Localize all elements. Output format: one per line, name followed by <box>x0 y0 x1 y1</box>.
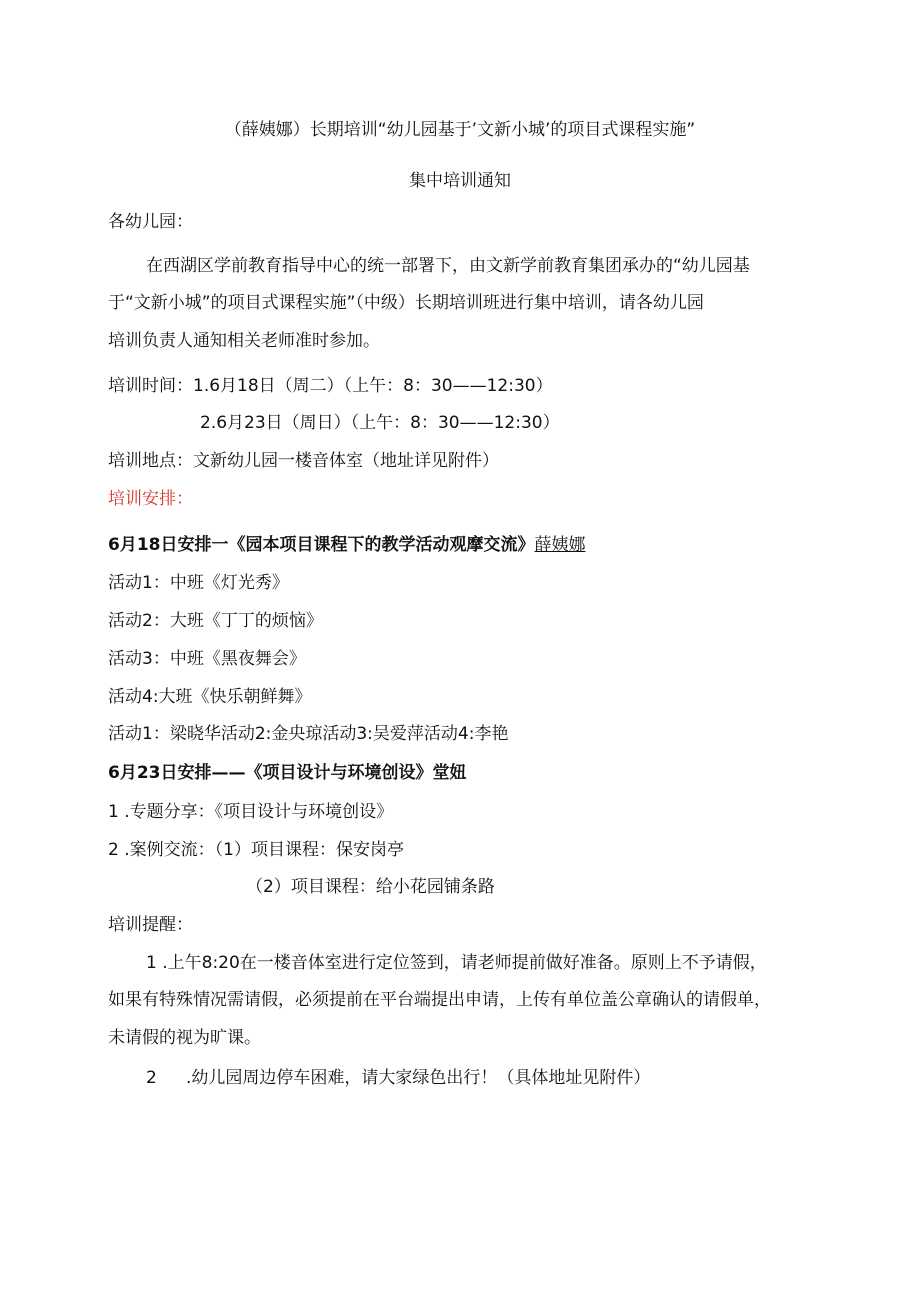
reminder-1-line-2: 如果有特殊情况需请假，必须提前在平台端提出申请，上传有单位盖公章确认的请假单， <box>108 990 771 1010</box>
activity-2: 活动2：大班《丁丁的烦恼》 <box>108 611 323 631</box>
activity-1: 活动1：中班《灯光秀》 <box>108 573 289 593</box>
day1-arrangement <box>108 534 586 556</box>
day1-title: 6月18日安排一《园本项目课程下的教学活动观摩交流》 <box>108 535 535 555</box>
day2-arrangement: 6月23日安排——《项目设计与环境创设》堂妞 <box>108 763 467 783</box>
document-title-line-1: （薛姨娜）长期培训“幼儿园基于’文新小城’的项目式课程实施” <box>224 120 696 140</box>
document-title-line-2: 集中培训通知 <box>409 171 511 191</box>
intro-line-1: 在西湖区学前教育指导中心的统一部署下，由文新学前教育集团承办的“幼儿园基 <box>146 256 750 276</box>
activity-teachers: 活动1：梁晓华活动2:金央琼活动3:吴爱萍活动4:李艳 <box>108 724 509 744</box>
arrangement-heading: 培训安排： <box>108 489 193 509</box>
intro-line-3: 培训负责人通知相关老师准时参加。 <box>108 331 380 351</box>
training-time-1: 1.6月18日（周二）（上午：8：30——12:30） <box>193 376 553 396</box>
activity-4: 活动4:大班《快乐朝鲜舞》 <box>108 687 312 707</box>
intro-line-2: 于“文新小城”的项目式课程实施”（中级）长期培训班进行集中培训，请各幼儿园 <box>108 293 704 313</box>
reminder-heading: 培训提醒： <box>108 915 193 935</box>
reminder-2-number: 2 <box>146 1068 157 1088</box>
training-time-row <box>108 375 553 397</box>
salutation: 各幼儿园： <box>108 212 193 232</box>
day1-presenter: 薛姨娜 <box>534 535 586 555</box>
training-location: 培训地点：文新幼儿园一楼音体室（地址详见附件） <box>108 451 499 471</box>
reminder-1-line-3: 未请假的视为旷课。 <box>108 1028 261 1048</box>
reminder-1-line-1: 1 .上午8:20在一楼音体室进行定位签到，请老师提前做好准备。原则上不予请假， <box>146 953 767 973</box>
training-time-2: 2.6月23日（周日）（上午：8：30——12:30） <box>200 413 560 433</box>
activity-3: 活动3：中班《黑夜舞会》 <box>108 649 306 669</box>
day2-item-1: 1 .专题分享：《项目设计与环境创设》 <box>108 802 394 822</box>
reminder-2-text: .幼儿园周边停车困难，请大家绿色出行！（具体地址见附件） <box>186 1068 651 1088</box>
day2-item-2: 2 .案例交流：（1）项目课程：保安岗亭 <box>108 840 404 860</box>
training-time-label: 培训时间： <box>108 376 193 396</box>
day2-item-3: （2）项目课程：给小花园铺条路 <box>246 877 495 897</box>
